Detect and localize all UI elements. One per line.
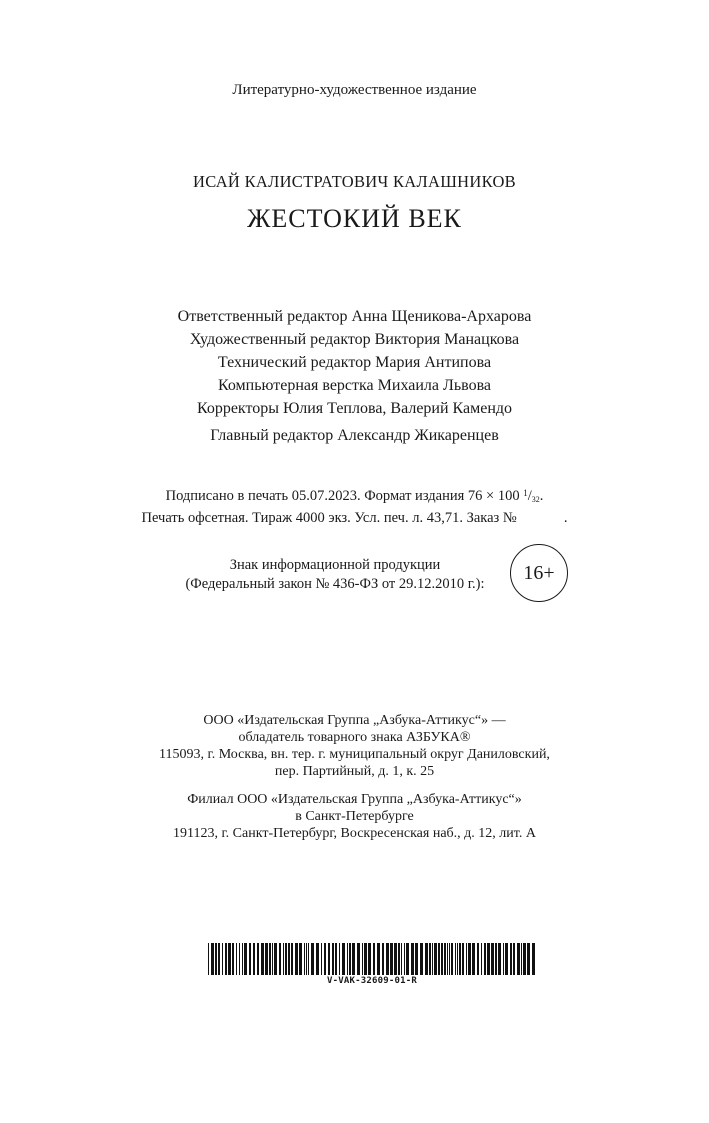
credits-block — [0, 305, 709, 420]
age-rating-badge — [510, 544, 568, 602]
branch-block — [0, 791, 709, 842]
publisher-line-1: ООО «Издательская Группа „Азбука-Аттикус“» — — [203, 713, 506, 728]
print-info-line-2: Печать офсетная. Тираж 4000 экз. Усл. печ. л. 43,71. Заказ № . — [141, 510, 568, 526]
book-title: ЖЕСТОКИЙ ВЕК — [247, 204, 462, 233]
format-period: . — [539, 488, 544, 504]
barcode-image — [208, 943, 536, 975]
credit-technical-editor: Технический редактор Мария Антипова — [217, 354, 492, 371]
author-name: ИСАЙ КАЛИСТРАТОВИЧ КАЛАШНИКОВ — [193, 172, 516, 191]
chief-editor: Главный редактор Александр Жикаренцев — [210, 427, 499, 444]
barcode-text: V-VAK-32609-01-R — [327, 976, 417, 986]
info-sign-line-2: (Федеральный закон № 436-ФЗ от 29.12.2010 г.): — [185, 576, 485, 592]
credit-proofreaders: Корректоры Юлия Теплова, Валерий Камендо — [196, 400, 513, 417]
credit-layout: Компьютерная верстка Михаила Львова — [217, 377, 492, 394]
credit-art-editor: Художественный редактор Виктория Манацкова — [189, 331, 520, 348]
print-info-format: Подписано в печать 05.07.2023. Формат издания 76 × 100 — [165, 488, 524, 504]
print-info-line-1 — [0, 484, 709, 509]
print-info — [0, 484, 709, 528]
publisher-line-4: пер. Партийный, д. 1, к. 25 — [274, 764, 435, 779]
branch-line-3: 191123, г. Санкт-Петербург, Воскресенская наб., д. 12, лит. А — [173, 826, 536, 841]
branch-line-1: Филиал ООО «Издательская Группа „Азбука-Аттикус“» — [187, 792, 522, 807]
age-rating-text: 16+ — [523, 561, 555, 584]
info-product-sign — [175, 556, 495, 594]
format-fraction-denominator: 32 — [531, 495, 540, 504]
info-sign-line-1: Знак информационной продукции — [229, 557, 441, 573]
edition-type: Литературно-художественное издание — [232, 82, 477, 98]
format-fraction-slash: / — [527, 488, 532, 504]
branch-line-2: в Санкт-Петербурге — [295, 809, 414, 824]
format-fraction-numerator: 1 — [523, 488, 528, 498]
credit-responsible-editor: Ответственный редактор Анна Щеникова-Архарова — [177, 308, 532, 325]
publisher-line-2: обладатель товарного знака АЗБУКА® — [238, 730, 471, 745]
publisher-block — [0, 712, 709, 780]
publisher-line-3: 115093, г. Москва, вн. тер. г. муниципальный округ Даниловский, — [159, 747, 550, 762]
